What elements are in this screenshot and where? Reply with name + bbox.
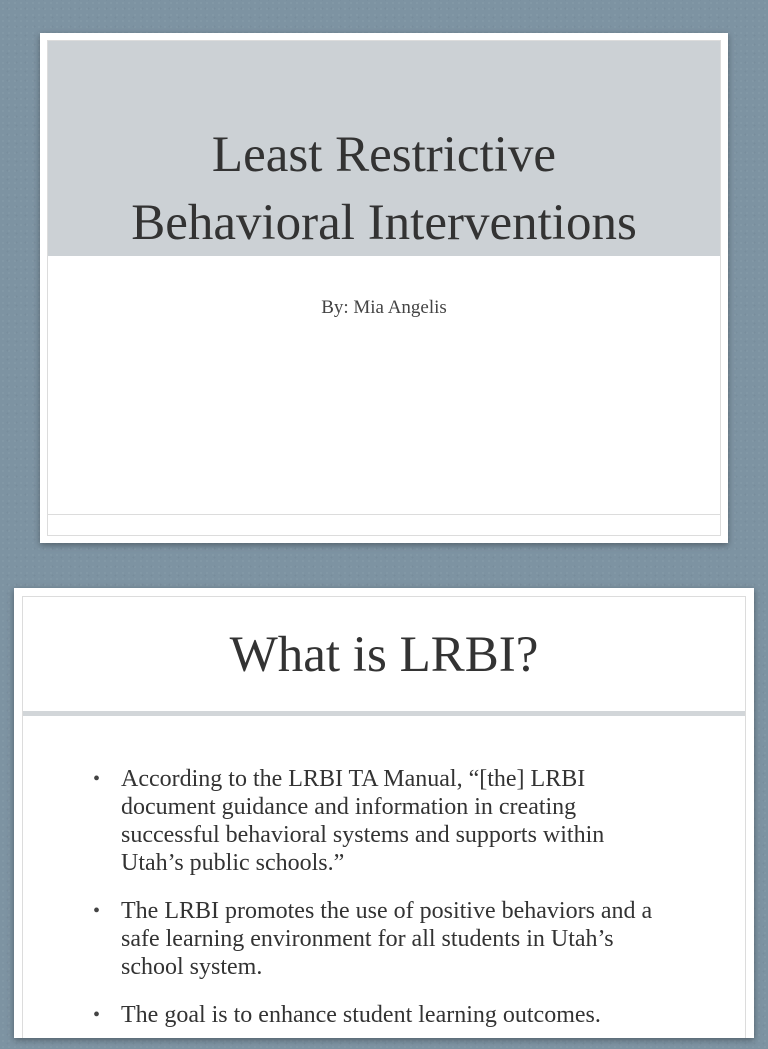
content-slide-frame <box>22 596 746 1038</box>
footer-divider <box>48 514 720 515</box>
bullet-dot-icon: • <box>93 1004 101 1026</box>
title-line-1: Least Restrictive <box>211 127 557 183</box>
slide-heading: What is LRBI? <box>229 627 539 683</box>
content-slide[interactable] <box>14 588 754 1038</box>
bullet-item <box>83 897 663 981</box>
author-subtitle: By: Mia Angelis <box>321 297 447 318</box>
bullet-item <box>83 1001 663 1029</box>
bullet-dot-icon: • <box>93 900 101 922</box>
title-slide[interactable] <box>40 33 728 543</box>
bullet-item <box>83 765 663 877</box>
title-slide-frame <box>47 40 721 536</box>
bullet-list <box>83 765 663 1049</box>
presentation-title <box>48 121 720 257</box>
heading-divider <box>23 711 745 716</box>
bullet-dot-icon: • <box>93 768 101 790</box>
bullet-text: According to the LRBI TA Manual, “[the] LRBI document guidance and information in creating successful behavioral systems and supports within Utah’s public schools.” <box>121 766 605 876</box>
bullet-text: The LRBI promotes the use of positive behaviors and a safe learning environment for all students in Utah’s school system. <box>121 898 653 980</box>
bullet-text: The goal is to enhance student learning outcomes. <box>121 1002 601 1028</box>
title-line-2: Behavioral Interventions <box>131 195 637 251</box>
